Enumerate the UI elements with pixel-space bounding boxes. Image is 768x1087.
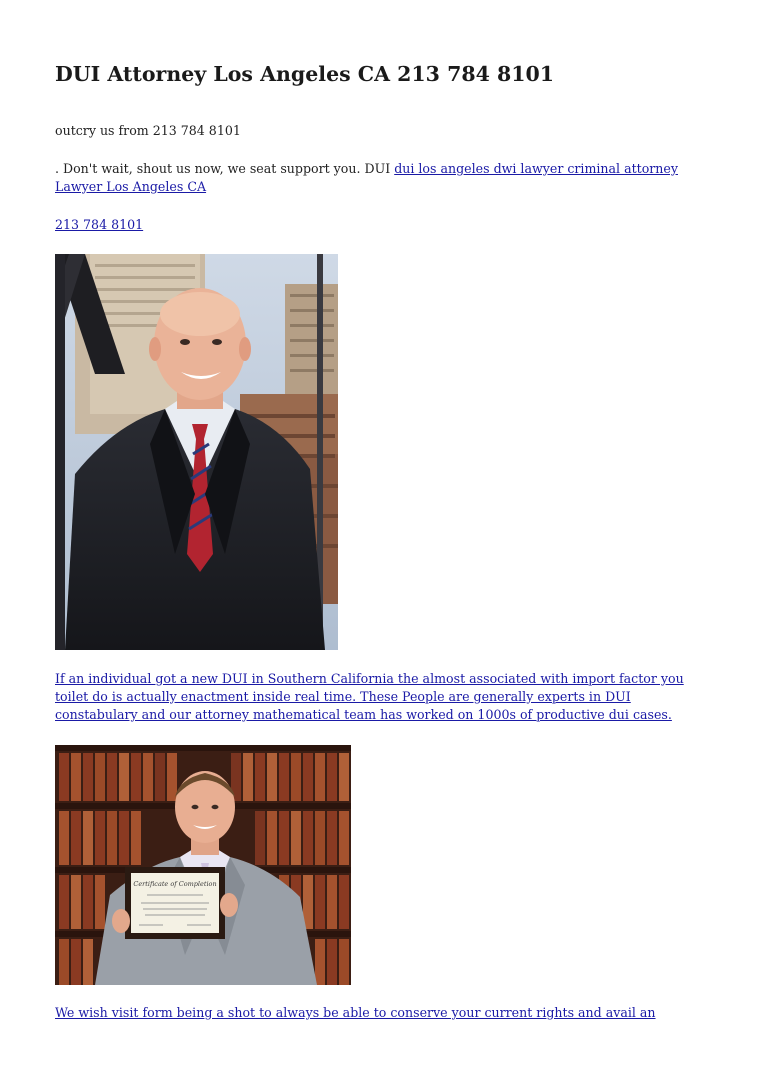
dui-lawyer-link[interactable]: dui los angeles dwi lawyer criminal attorney Lawyer Los Angeles CA xyxy=(55,161,678,194)
paragraph-dont-wait xyxy=(55,160,705,196)
attorney-portrait-photo xyxy=(55,254,338,650)
paragraph-phone xyxy=(55,216,143,234)
paragraph-dont-wait-text: . Don't wait, shout us now, we seat support you. DUI xyxy=(55,161,395,176)
paragraph-rights xyxy=(55,1004,705,1022)
phone-link[interactable]: 213 784 8101 xyxy=(55,217,144,232)
attorney-certificate-photo xyxy=(55,745,351,985)
experts-link[interactable]: If an individual got a new DUI in Southern California the almost associated with import factor you toilet do is actually enactment inside real time. These People are generally experts in DUI constabulary and our attorney mathematical team has worked on 1000s of productive dui cases. xyxy=(55,671,684,722)
page-title: DUI Attorney Los Angeles CA 213 784 8101 xyxy=(55,62,555,86)
paragraph-experts xyxy=(55,670,705,724)
paragraph-call-us: outcry us from 213 784 8101 xyxy=(55,123,241,138)
certificate-heading: Certificate of Completion xyxy=(133,880,217,888)
rights-link[interactable]: We wish visit form being a shot to always be able to conserve your current rights and avail an xyxy=(55,1005,656,1020)
